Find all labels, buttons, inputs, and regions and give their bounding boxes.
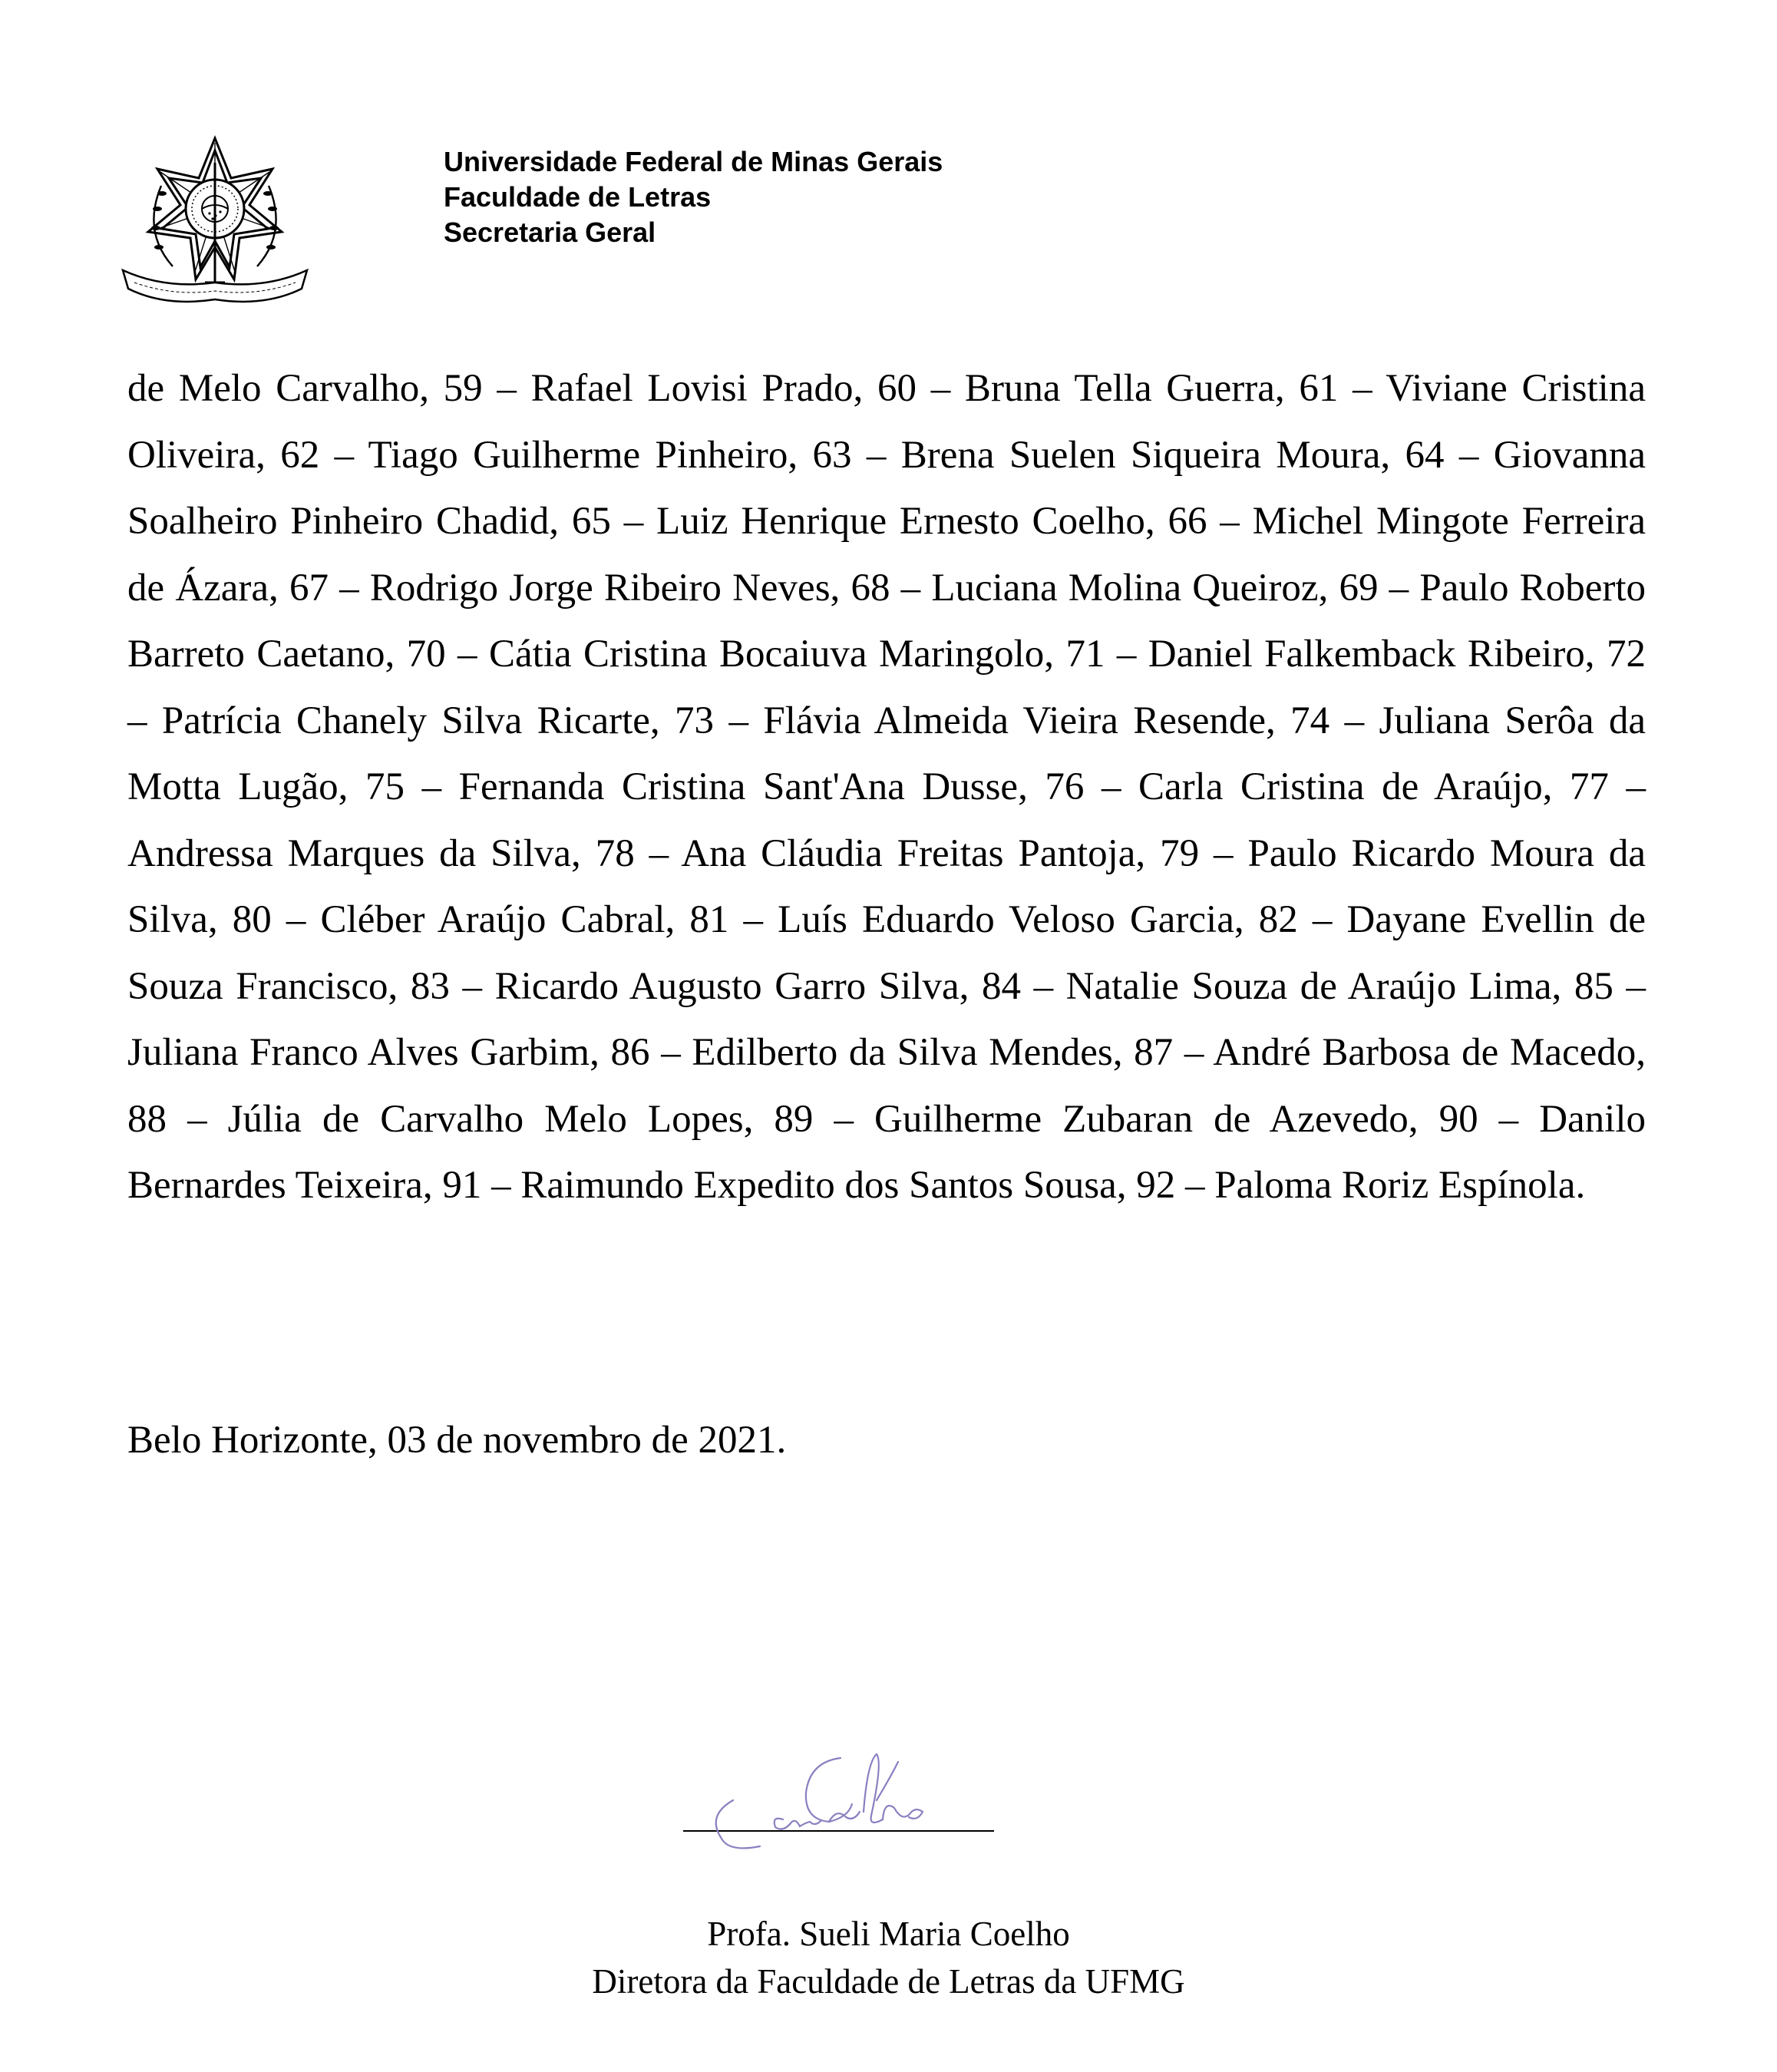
letterhead [444, 144, 943, 250]
signatory-name: Profa. Sueli Maria Coelho [707, 1915, 1070, 1953]
signatory-title: Diretora da Faculdade de Letras da UFMG [592, 1962, 1185, 2001]
handwritten-signature [675, 1731, 998, 1869]
body-paragraph: de Melo Carvalho, 59 – Rafael Lovisi Prado, 60 – Bruna Tella Guerra, 61 – Viviane Cristina Oliveira, 62 – Tiago Guilherme Pinheiro, 63 – Brena Suelen Siqueira Moura, 64 – Giovanna Soalheiro Pinheiro Chadid, 65 – Luiz Henrique Ernesto Coelho, 66 – Michel Mingote Ferreira de Ázara, 67 – Rodrigo Jorge Ribeiro Neves, 68 – Luciana Molina Queiroz, 69 – Paulo Roberto Barreto Caetano, 70 – Cátia Cristina Bocaiuva Maringolo, 71 – Daniel Falkemback Ribeiro, 72 – Patrícia Chanely Silva Ricarte, 73 – Flávia Almeida Vieira Resende, 74 – Juliana Serôa da Motta Lugão, 75 – Fernanda Cristina Sant'Ana Dusse, 76 – Carla Cristina de Araújo, 77 – Andressa Marques da Silva, 78 – Ana Cláudia Freitas Pantoja, 79 – Paulo Ricardo Moura da Silva, 80 – Cléber Araújo Cabral, 81 – Luís Eduardo Veloso Garcia, 82 – Dayane Evellin de Souza Francisco, 83 – Ricardo Augusto Garro Silva, 84 – Natalie Souza de Araújo Lima, 85 – Juliana Franco Alves Garbim, 86 – Edilberto da Silva Mendes, 87 – André Barbosa de Macedo, 88 – Júlia de Carvalho Melo Lopes, 89 – Guilherme Zubaran de Azevedo, 90 – Danilo Bernardes Teixeira, 91 – Raimundo Expedito dos Santos Sousa, 92 – Paloma Roriz Espínola. [127, 367, 1646, 1207]
university-name: Universidade Federal de Minas Gerais [444, 146, 943, 177]
faculty-name: Faculdade de Letras [444, 181, 712, 213]
department-name: Secretaria Geral [444, 216, 656, 248]
brazil-coat-of-arms-icon [119, 132, 315, 312]
place-date-line: Belo Horizonte, 03 de novembro de 2021. [127, 1419, 787, 1462]
signatory-block [0, 1910, 1777, 2005]
